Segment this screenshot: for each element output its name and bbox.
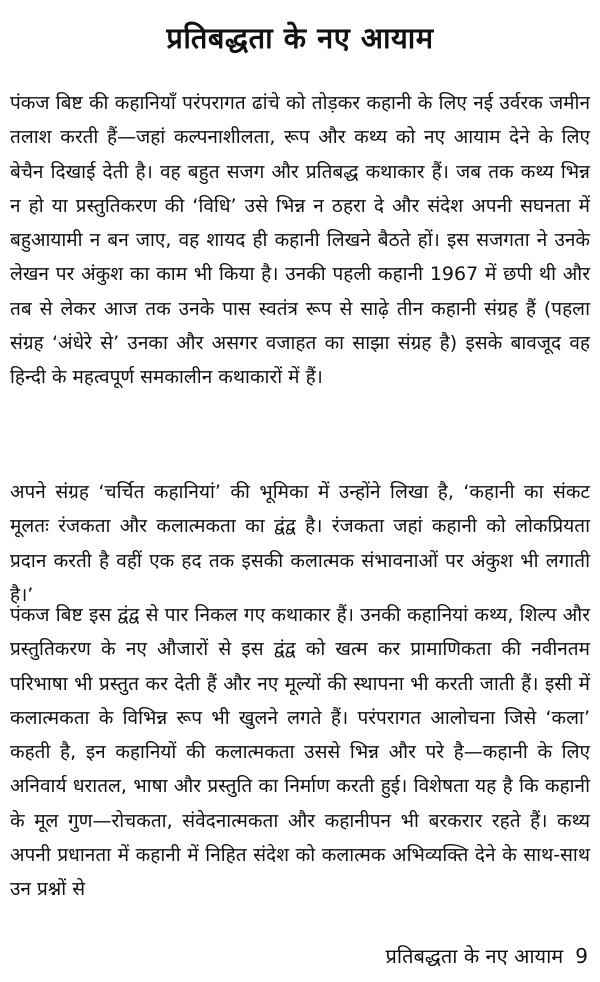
page-number: 9 — [575, 944, 588, 968]
paragraph-3: पंकज बिष्ट इस द्वंद्व से पार निकल गए कथाकार हैं। उनकी कहानियां कथ्य, शिल्प और प्रस्तुतिकरण के नए औजारों से इस द्वंद्व को खत्म कर प्रामाणिकता की नवीनतम परिभाषा भी प्रस्तुत कर देती हैं और नए मूल्यों की स्थापना भी करती जाती हैं। इसी में कलात्मकता के विभिन्न रूप भी खुलने लगते हैं। परंपरागत आलोचना जिसे ‘कला’ कहती है, इन कहानियों की कलात्मकता उससे भिन्न और परे है—कहानी के लिए अनिवार्य धरातल, भाषा और प्रस्तुति का निर्माण करती हुई। विशेषता यह है कि कहानी के मूल गुण—रोचकता, संवेदनात्मकता और कहानीपन भी बरकरार रहते हैं। कथ्य अपनी प्रधानता में कहानी में निहित संदेश को कलात्मक अभिव्यक्ति देने के साथ-साथ उन प्रश्नों से — [10, 604, 590, 901]
paragraph-2: अपने संग्रह ‘चर्चित कहानियां’ की भूमिका में उन्होंने लिखा है, ‘कहानी का संकट मूलतः रंजकता और कलात्मकता का द्वंद्व है। रंजकता जहां कहानी को लोकप्रियता प्रदान करती है वहीं एक हद तक इसकी कलात्मक संभावनाओं पर अंकुश भी लगाती है।’ — [10, 481, 590, 606]
running-title: प्रतिबद्धता के नए आयाम — [385, 944, 564, 968]
page-footer — [386, 942, 588, 970]
chapter-title: प्रतिबद्धता के नए आयाम — [166, 21, 434, 55]
paragraph-1: पंकज बिष्ट की कहानियाँ परंपरागत ढांचे को तोड़कर कहानी के लिए नई उर्वरक जमीन तलाश करती हैं—जहां कल्पनाशीलता, रूप और कथ्य को नए आयाम देने के लिए बेचैन दिखाई देती है। वह बहुत सजग और प्रतिबद्ध कथाकार हैं। जब तक कथ्य भिन्न न हो या प्रस्तुतिकरण की ‘विधि’ उसे भिन्न न ठहरा दे और संदेश अपनी सघनता में बहुआयामी न बन जाए, वह शायद ही कहानी लिखने बैठते हों। इस सजगता ने उनके लेखन पर अंकुश का काम भी किया है। उनकी पहली कहानी 1967 में छपी थी और तब से लेकर आज तक उनके पास स्वतंत्र रूप से साढ़े तीन कहानी संग्रह हैं (पहला संग्रह ‘अंधेरे से’ उनका और असगर वजाहत का साझा संग्रह है) इसके बावजूद वह हिन्दी के महत्वपूर्ण समकालीन कथाकारों में हैं। — [10, 92, 590, 389]
